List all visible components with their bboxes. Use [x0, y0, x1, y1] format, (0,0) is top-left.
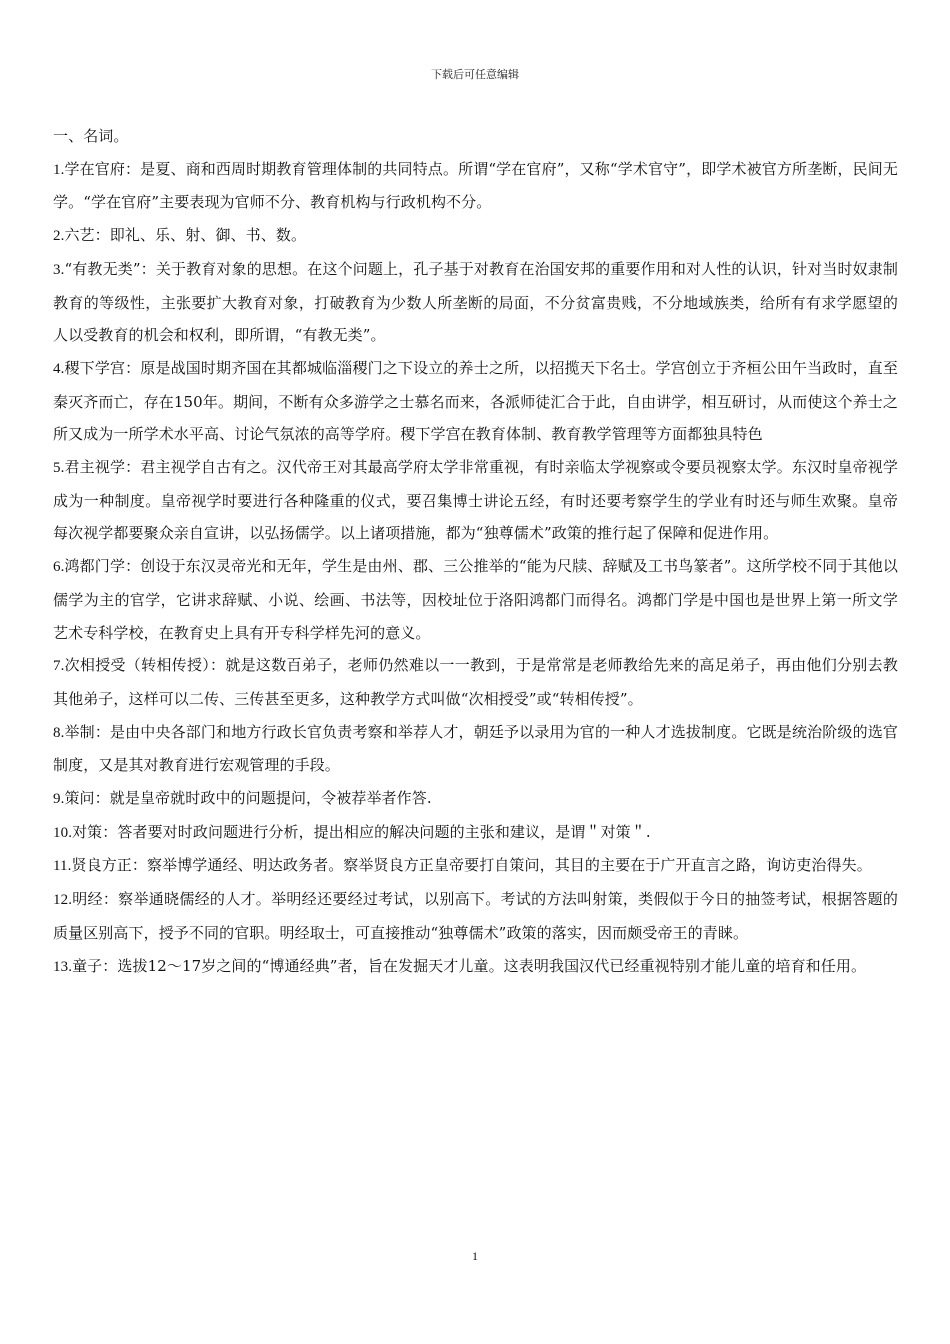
- term-item-6: [53, 550, 898, 649]
- item-text: 贤良方正：察举博学通经、明达政务者。察举贤良方正皇帝要打自策问，其目的主要在于广开直言之路，询访吏治得失。: [71, 856, 872, 875]
- term-item-11: [53, 849, 898, 883]
- term-item-10: [53, 816, 898, 850]
- header-note: 下载后可任意编辑: [431, 68, 519, 81]
- item-text: 君主视学：君主视学自古有之。汉代帝王对其最高学府太学非常重视，有时亲临太学视察或令要员视察太学。东汉时皇帝视学成为一种制度。皇帝视学时要进行各种隆重的仪式，要召集博士讲论五经，有时还要考察学生的学业有时还与师生欢聚。皇帝每次视学都要聚众亲自宣讲，以弘扬儒学。以上诸项措施，都为“独尊儒术”政策的推行起了保障和促进作用。: [53, 458, 898, 543]
- term-item-8: [53, 716, 898, 782]
- term-item-4: [53, 352, 898, 451]
- item-text: 稷下学宫：原是战国时期齐国在其都城临淄稷门之下设立的养士之所，以招揽天下名士。学宫创立于齐桓公田午当政时，直至秦灭齐而亡，存在150年。期间，不断有众多游学之士慕名而来，各派师徒汇合于此，自由讲学，相互研讨，从而使这个养士之所又成为一所学术水平高、讨论气氛浓的高等学府。稷下学宫在教育体制、教育教学管理等方面都独具特色: [53, 358, 898, 444]
- term-item-7: [53, 649, 898, 715]
- document-body: [53, 120, 898, 983]
- item-number: 11.: [53, 858, 72, 875]
- item-number: 3.: [53, 261, 65, 278]
- item-number: 4.: [53, 360, 65, 377]
- item-number: 5.: [53, 460, 65, 477]
- item-text: 策问：就是皇帝就时政中的问题提问，令被荐举者作答.: [64, 789, 432, 808]
- item-number: 12.: [53, 892, 73, 909]
- item-text: 明经：察举通晓儒经的人才。举明经还要经过考试，以别高下。考试的方法叫射策，类假似于今日的抽签考试，根据答题的质量区别高下，授予不同的官职。明经取士，可直接推动“独尊儒术”政策的落实，因而颇受帝王的青睐。: [53, 890, 898, 942]
- term-item-12: [53, 883, 898, 949]
- item-text: “有教无类”：关于教育对象的思想。在这个问题上，孔子基于对教育在治国安邦的重要作用和对人性的认识，针对当时奴隶制教育的等级性，主张要扩大教育对象，打破教育为少数人所垄断的局面，不分贫富贵贱，不分地域族类，给所有有求学愿望的人以受教育的机会和权利，即所谓，“有教无类”。: [53, 259, 898, 345]
- item-number: 1.: [53, 161, 65, 178]
- item-number: 9.: [53, 791, 65, 808]
- item-number: 2.: [53, 228, 65, 245]
- term-item-2: [53, 219, 898, 253]
- item-text: 学在官府：是夏、商和西周时期教育管理体制的共同特点。所谓“学在官府”，又称“学术官守”，即学术被官方所垄断，民间无学。“学在官府”主要表现为官师不分、教育机构与行政机构不分。: [53, 159, 898, 212]
- item-text: 童子：选拔12～17岁之间的“博通经典”者，旨在发掘天才儿童。这表明我国汉代已经重视特别才能儿童的培育和任用。: [72, 956, 867, 975]
- item-number: 7.: [53, 658, 65, 675]
- term-item-13: [53, 950, 898, 984]
- item-number: 13.: [53, 958, 73, 975]
- term-item-9: [53, 782, 898, 816]
- section-title: 一、名词。: [53, 127, 129, 145]
- item-text: 对策：答者要对时政问题进行分析，提出相应的解决问题的主张和建议，是谓＂对策＂.: [72, 822, 651, 841]
- term-item-1: [53, 153, 898, 219]
- item-number: 10.: [53, 824, 73, 841]
- item-text: 六艺：即礼、乐、射、御、书、数。: [64, 226, 307, 245]
- item-text: 次相授受（转相传授）：就是这数百弟子，老师仍然难以一一教到，于是常常是老师教给先来的高足弟子，再由他们分别去教其他弟子，这样可以二传、三传甚至更多，这种教学方式叫做“次相授受”或“转相传授”。: [53, 656, 898, 708]
- term-item-3: [53, 253, 898, 352]
- item-number: 6.: [53, 559, 65, 576]
- item-text: 举制：是由中央各部门和地方行政长官负责考察和举荐人才，朝廷予以录用为官的一种人才选拔制度。它既是统治阶级的选官制度，又是其对教育进行宏观管理的手段。: [53, 722, 898, 775]
- item-text: 鸿都门学：创设于东汉灵帝光和无年，学生是由州、郡、三公推举的“能为尺牍、辞赋及工书鸟篆者”。这所学校不同于其他以儒学为主的官学，它讲求辞赋、小说、绘画、书法等，因校址位于洛阳鸿都门而得名。鸿都门学是中国也是世界上第一所文学艺术专科学校，在教育史上具有开专科学样先河的意义。: [53, 557, 898, 642]
- term-item-5: [53, 451, 898, 550]
- item-number: 8.: [53, 724, 65, 741]
- page-number: 1: [472, 1249, 478, 1263]
